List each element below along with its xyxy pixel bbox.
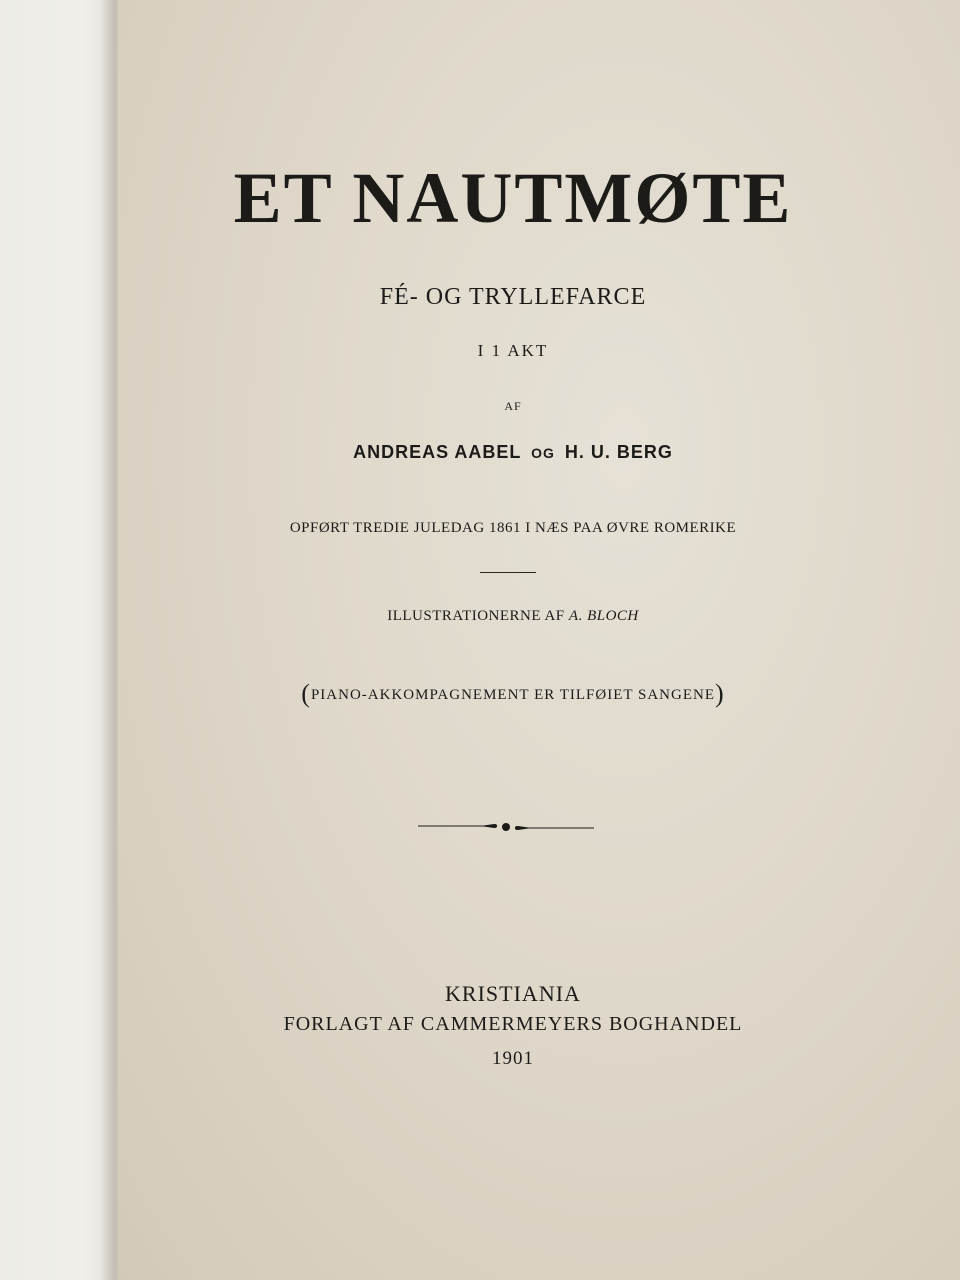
- author-name: ANDREAS AABEL: [353, 442, 522, 462]
- performance-note: OPFØRT TREDIE JULEDAG 1861 I NÆS PAA ØVRE ROMERIKE: [289, 520, 737, 536]
- open-parenthesis: (: [301, 679, 311, 708]
- acts-line: I 1 AKT: [477, 341, 549, 360]
- publication-year: 1901: [492, 1048, 534, 1069]
- by-line: AF: [504, 399, 522, 413]
- ornament-divider-icon: [418, 815, 594, 839]
- book-subtitle: FÉ- OG TRYLLEFARCE: [379, 284, 647, 310]
- piano-note: PIANO-AKKOMPAGNEMENT ER TILFØIET SANGENE: [310, 687, 716, 703]
- authors-line: [118, 440, 908, 465]
- illustrations-line: [118, 606, 908, 626]
- publication-city: KRISTIANIA: [445, 981, 581, 1006]
- book-title: ET NAUTMØTE: [233, 158, 793, 238]
- illustrator-name: A. BLOCH: [568, 608, 639, 624]
- illustrations-label: ILLUSTRATIONERNE AF: [387, 608, 565, 624]
- divider-rule: [480, 572, 536, 573]
- title-page: [118, 0, 960, 1280]
- publisher-line: FORLAGT AF CAMMERMEYERS BOGHANDEL: [283, 1013, 743, 1035]
- close-parenthesis: ): [715, 679, 725, 708]
- author-joiner: OG: [531, 445, 555, 461]
- author-name: H. U. BERG: [564, 442, 673, 462]
- piano-note-line: [118, 680, 908, 709]
